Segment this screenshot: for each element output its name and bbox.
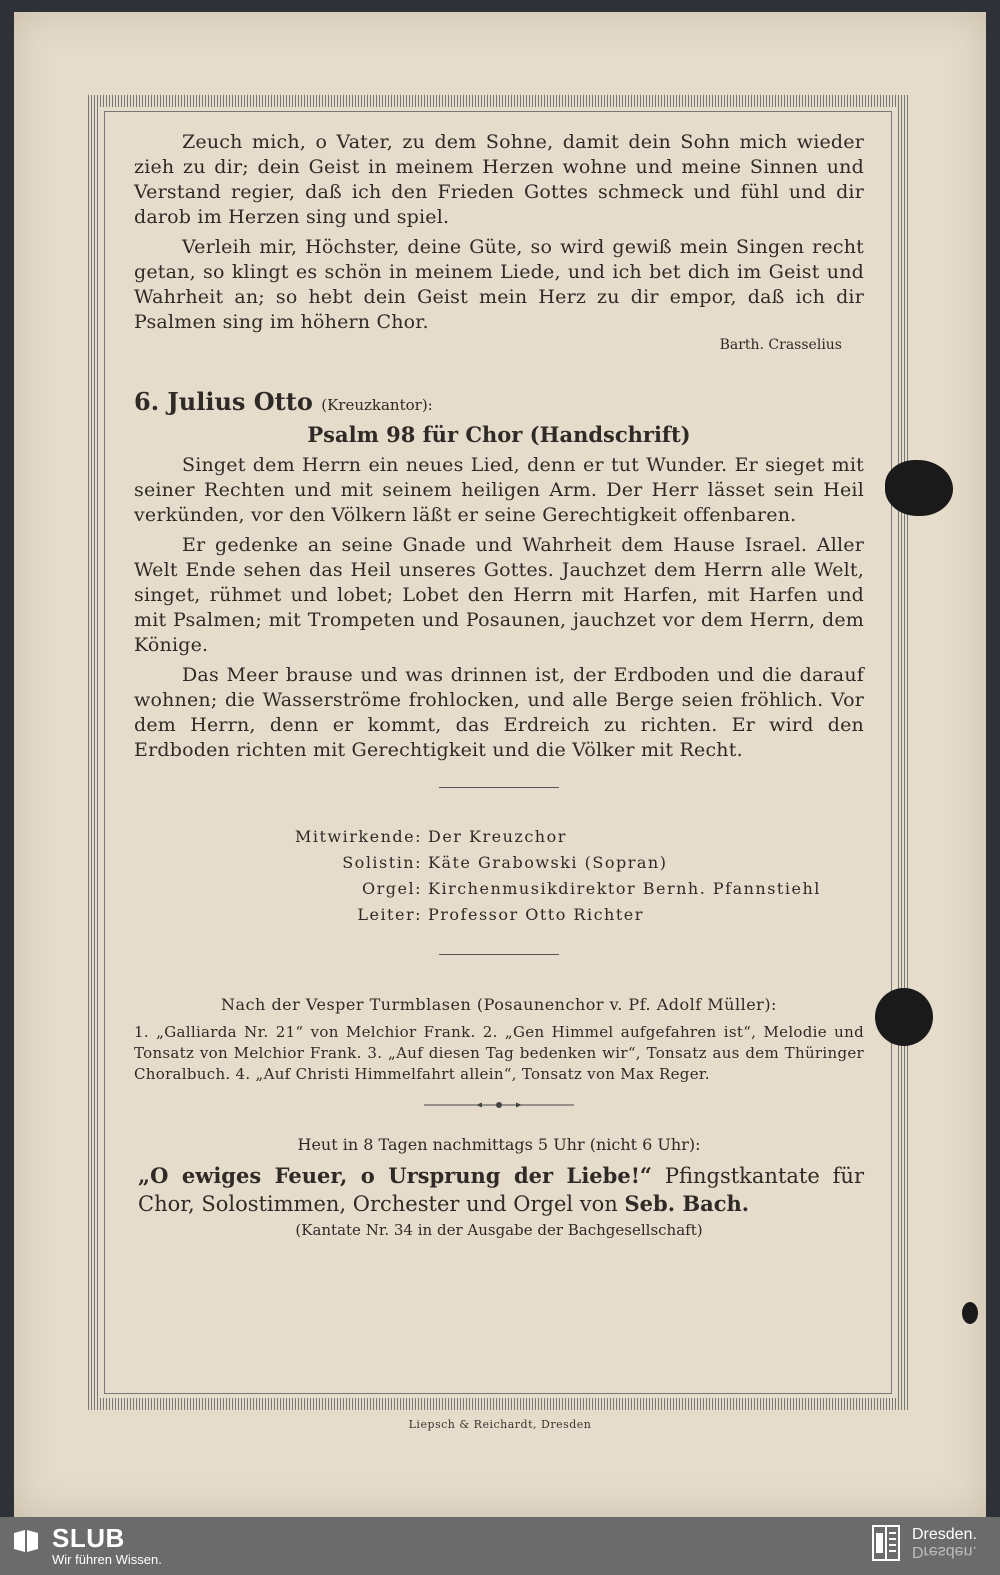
hymn-paragraph: Zeuch mich, o Vater, zu dem Sohne, damit dein Sohn mich wieder zieh zu dir; dein Geist in meinem Herzen wohne und meine Sinnen und Verstand regier, daß ich den Frieden Gottes schmeck und fühl und dir darob im Herzen sing und spiel. [134, 131, 864, 228]
ink-stain [885, 460, 953, 516]
composer-heading [134, 387, 864, 416]
cantata-composer: Seb. Bach. [624, 1191, 750, 1216]
performer-role: Solistin: [342, 853, 422, 872]
performer-name: Käte Grabowski (Sopran) [428, 853, 668, 872]
psalm-paragraph: Er gedenke an seine Gnade und Wahrheit dem Hause Israel. Aller Welt Ende sehen das Heil unseres Gottes. Jauchzet dem Herrn alle Welt, singet, rühmet und lobet; Lobet den Herrn mit Harfen, mit Harfen und mit Psalmen; mit Trompeten und Posaunen, jauchzet vor dem Herrn, dem Könige. [134, 534, 864, 656]
ink-stain [962, 1302, 978, 1324]
cantata-description: Pfingstkantate für Chor, Solostimmen, Orchester und Orgel von [138, 1164, 864, 1216]
cantata-title: „O ewiges Feuer, o Ursprung der Liebe!“ [138, 1163, 652, 1188]
vesper-heading: Nach der Vesper Turmblasen (Posaunenchor v. Pf. Adolf Müller): [221, 995, 777, 1014]
divider [439, 787, 559, 788]
announcement-text [134, 1162, 864, 1218]
hymn-author: Barth. Crasselius [719, 337, 842, 353]
viewer-footer [0, 1517, 1000, 1575]
printer-imprint: Liepsch & Reichardt, Dresden [408, 1418, 592, 1431]
composer-name: Julius Otto [167, 387, 313, 416]
psalm-paragraph: Das Meer brause und was drinnen ist, der Erdboden und die darauf wohnen; die Wasserströme frohlocken, und alle Berge seien fröhlich. Vor dem Herrn, denn er kommt, das Erdreich zu richten. Er wird den Erdboden richten mit Gerechtigkeit und die Völker mit Recht. [134, 664, 864, 761]
library-tagline: Wir führen Wissen. [52, 1552, 162, 1567]
dresden-coat-of-arms-icon[interactable] [872, 1525, 900, 1561]
slub-book-icon[interactable] [12, 1527, 40, 1555]
performer-role: Leiter: [357, 905, 422, 924]
ornament-divider [424, 1101, 574, 1109]
performer-role: Orgel: [362, 879, 422, 898]
performer-name: Professor Otto Richter [428, 905, 644, 924]
library-name[interactable]: SLUB [52, 1523, 125, 1553]
performer-name: Der Kreuzchor [428, 827, 567, 846]
item-number: 6. [134, 387, 160, 416]
performer-role: Mitwirkende: [295, 827, 422, 846]
performers-list [134, 824, 864, 928]
program-content [134, 130, 864, 1239]
cantata-note: (Kantate Nr. 34 in der Ausgabe der Bachgesellschaft) [295, 1221, 703, 1239]
divider [439, 954, 559, 955]
announcement-date: Heut in 8 Tagen nachmittags 5 Uhr (nicht 6 Uhr): [297, 1135, 701, 1154]
psalm-paragraph: Singet dem Herrn ein neues Lied, denn er tut Wunder. Er sieget mit seiner Rechten und mit seinem heiligen Arm. Der Herr lässet sein Heil verkünden, vor den Völkern läßt er seine Gerechtigkeit offenbaren. [134, 454, 864, 526]
performer-name: Kirchenmusikdirektor Bernh. Pfannstiehl [428, 879, 821, 898]
hymn-paragraph: Verleih mir, Höchster, deine Güte, so wird gewiß mein Singen recht getan, so klingt es schön in meinem Liede, und ich bet dich im Geist und Wahrheit an; so hebt dein Geist mein Herz zu dir empor, daß ich dir Psalmen sing im höhern Chor. [134, 236, 864, 333]
vesper-list: 1. „Galliarda Nr. 21“ von Melchior Frank. 2. „Gen Himmel aufgefahren ist“, Melodie und Tonsatz von Melchior Frank. 3. „Auf diesen Tag bedenken wir“, Tonsatz aus dem Thüringer Choralbuch. 4. „Auf Christi Himmelfahrt allein“, Tonsatz von Max Reger. [134, 1023, 864, 1083]
city-name-reflection: Dresden. [912, 1543, 977, 1560]
composer-role: (Kreuzkantor): [321, 396, 433, 414]
piece-title: Psalm 98 für Chor (Handschrift) [307, 422, 691, 447]
city-name[interactable]: Dresden. [912, 1526, 977, 1543]
ink-stain [875, 988, 933, 1046]
